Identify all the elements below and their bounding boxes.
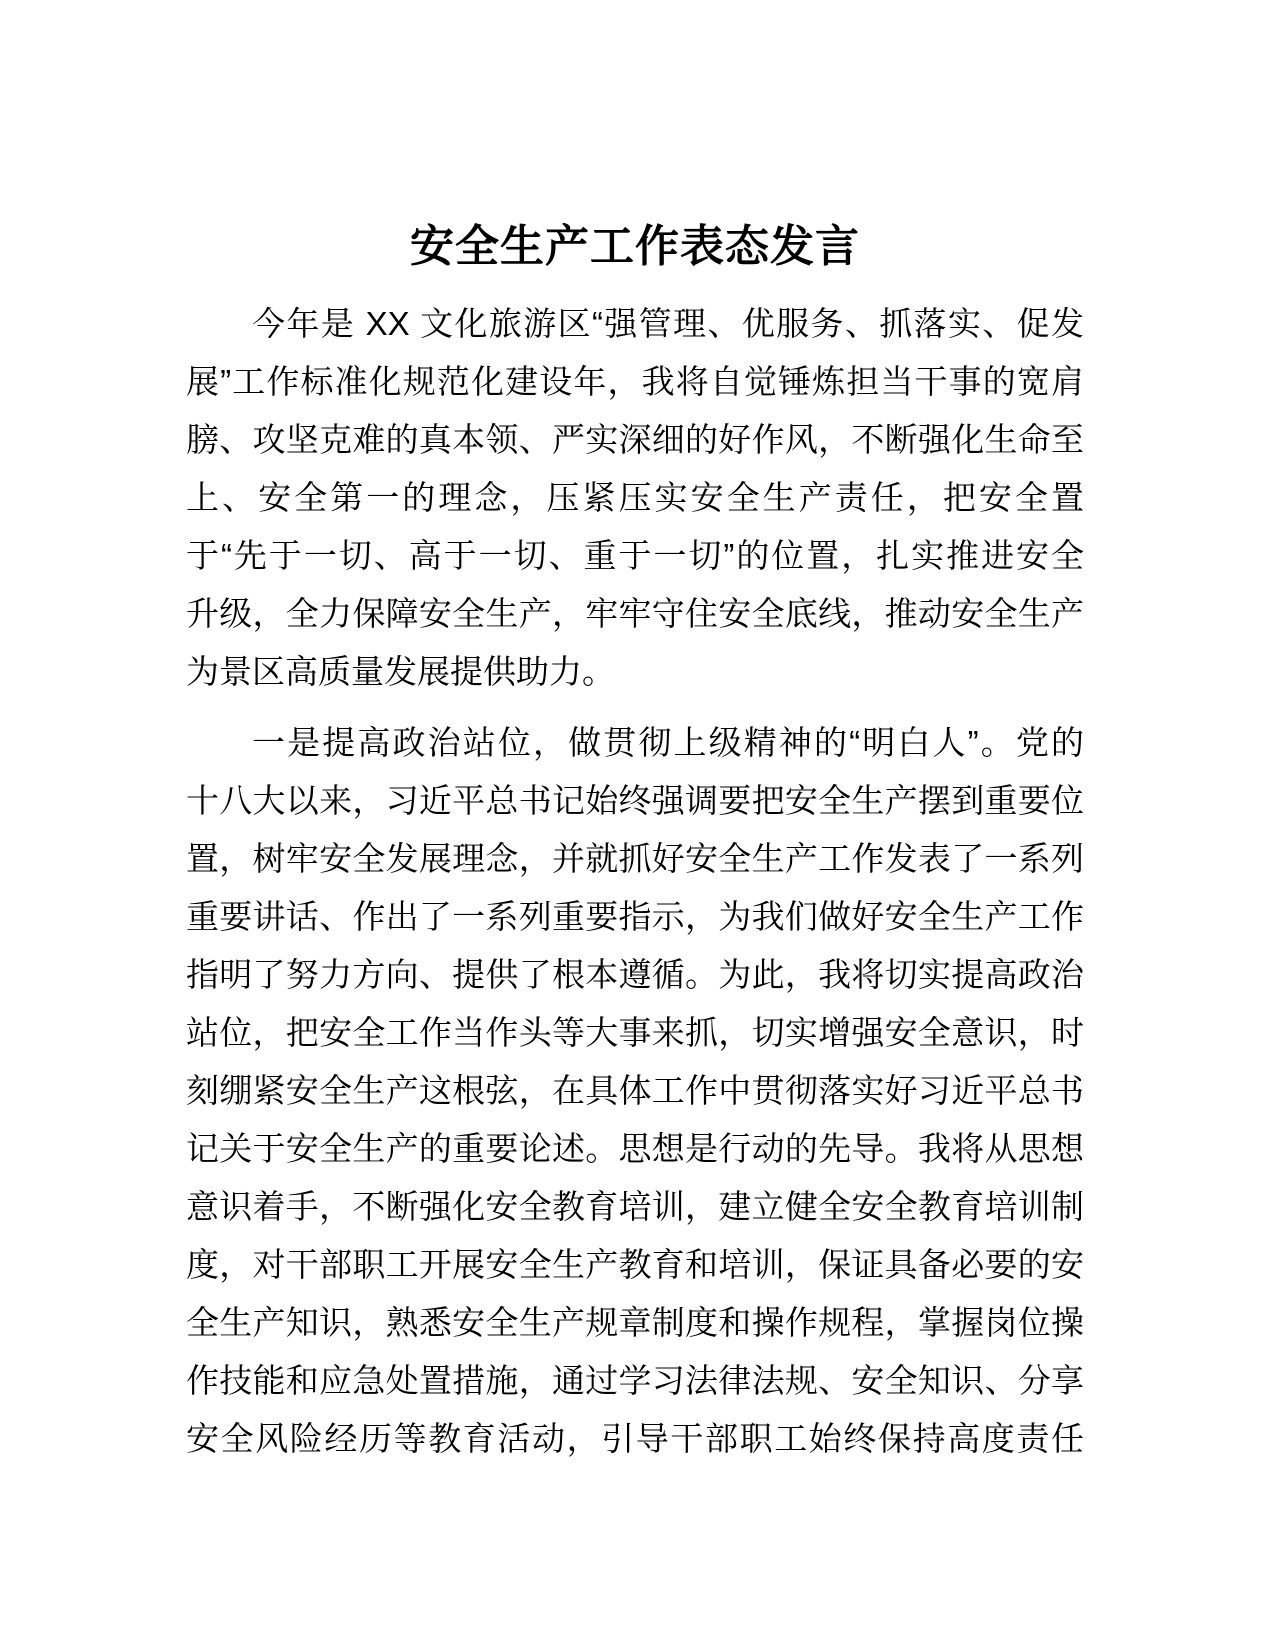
text-line: 站位，把安全工作当作头等大事来抓，切实增强安全意识，时 [186,1014,1084,1051]
text-line: 安全风险经历等教育活动，引导干部职工始终保持高度责任 [186,1420,1084,1457]
text-line: 作技能和应急处置措施，通过学习法律法规、安全知识、分享 [186,1362,1084,1399]
text-line: 指明了努力方向、提供了根本遵循。为此，我将切实提高政治 [186,956,1084,993]
text-line: 全生产知识，熟悉安全生产规章制度和操作规程，掌握岗位操 [186,1304,1084,1341]
text-line: 一是提高政治站位，做贯彻上级精神的“明白人”。党的 [252,724,1084,761]
text-line: 于“先于一切、高于一切、重于一切”的位置，扎实推进安全 [186,537,1084,574]
text-line: 意识着手，不断强化安全教育培训，建立健全安全教育培训制 [186,1188,1084,1225]
paragraph-2 [186,714,1084,1468]
text-line: 今年是 XX 文化旅游区“强管理、优服务、抓落实、促发 [252,305,1084,342]
text-line: 置，树牢安全发展理念，并就抓好安全生产工作发表了一系列 [186,840,1084,877]
text-line: 度，对干部职工开展安全生产教育和培训，保证具备必要的安 [186,1246,1084,1283]
document-body [186,295,1084,1481]
text-line: 膀、攻坚克难的真本领、严实深细的好作风，不断强化生命至 [186,421,1084,458]
text-line: 记关于安全生产的重要论述。思想是行动的先导。我将从思想 [186,1130,1084,1167]
text-line: 十八大以来，习近平总书记始终强调要把安全生产摆到重要位 [186,782,1084,819]
text-line: 刻绷紧安全生产这根弦，在具体工作中贯彻落实好习近平总书 [186,1072,1084,1109]
text-line: 升级，全力保障安全生产，牢牢守住安全底线，推动安全生产 [186,595,1084,632]
document-title: 安全生产工作表态发言 [410,222,860,271]
text-line: 展”工作标准化规范化建设年，我将自觉锤炼担当干事的宽肩 [186,363,1084,400]
paragraph-1 [186,295,1084,701]
text-line: 上、安全第一的理念，压紧压实安全生产责任，把安全置 [186,479,1084,516]
text-line: 重要讲话、作出了一系列重要指示，为我们做好安全生产工作 [186,898,1084,935]
text-line: 为景区高质量发展提供助力。 [186,653,615,690]
